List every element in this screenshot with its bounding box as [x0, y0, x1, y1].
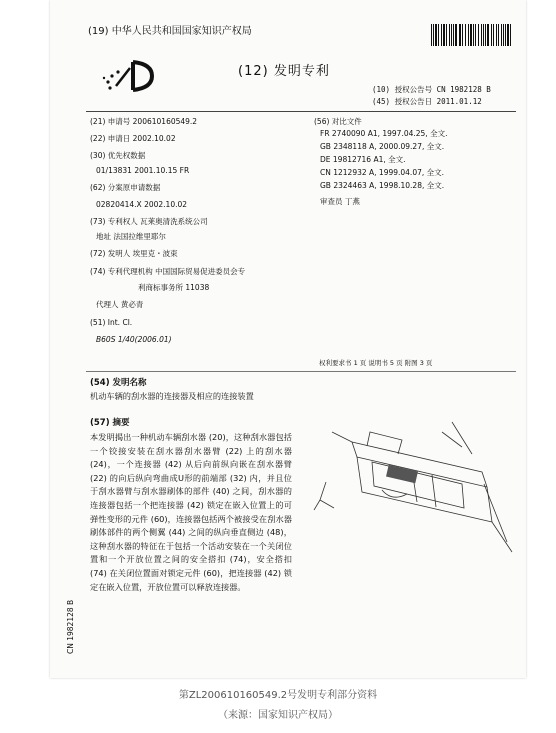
barcode-bar [438, 24, 439, 46]
barcode-bar [455, 24, 457, 46]
barcode-bar [449, 24, 450, 46]
biblio-left-line: B60S 1/40(2006.01) [96, 335, 172, 344]
biblio-left-line: 代理人 黄必青 [96, 300, 144, 309]
cited-reference-item: GB 2348118 A, 2000.09.27, 全文. [320, 142, 445, 151]
cited-references-label: (56) 对比文件 [314, 117, 362, 126]
barcode-bar [475, 24, 476, 46]
abstract-text: 本发明揭出一种机动车辆刮水器 (20)，这种刮水器包括一个铰接安装在刮水器刮水器臂 (22) 上的刮水器 (24)，一个连接器 (42) 从后向前纵向嵌在刮水器臂 (22) 的向后纵向弯曲成U形的前端部 (32) 内，并且位于刮水器臂与刮水器刷体的部件 (40) 之间，刮水器的连接器包括一个把连接器 (42) 锁定在嵌入位置上的可弹性变形的元件 (60)，连接器包括两个被接受在刮水器刷体部件的两个侧翼 (44) 之间的纵向垂直侧边 (48)，这种刮水器的特征在于包括一个活动安装在一个关闭位置和一个开放位置之间的安全搭扣 (74)，安全搭扣 (74) 在关闭位置面对锁定元件 (60)，把连接器 (42) 锁定在嵌入位置，开放位置可以释放连接器。 [90, 432, 292, 592]
biblio-left-line: (30) 优先权数据 [90, 151, 146, 160]
biblio-left-line: 利商标事务所 11038 [138, 283, 210, 292]
cited-reference-item: CN 1212932 A, 1999.04.07, 全文. [320, 168, 445, 177]
barcode-bar [453, 24, 454, 46]
header-divider [86, 111, 516, 112]
section-divider [86, 371, 516, 372]
cited-reference-item: DE 19812716 A1, 全文. [320, 155, 406, 164]
caption-title: 第ZL200610160549.2号发明专利部分资料 [178, 690, 378, 701]
invention-title: 机动车辆的刮水器的连接器及相应的连接装置 [90, 391, 254, 401]
barcode-bar [491, 24, 492, 46]
biblio-left-line: 地址 法国拉维里耶尔 [96, 232, 166, 241]
barcode-bar [465, 24, 466, 46]
barcode-bar [496, 24, 497, 46]
biblio-left-line: (21) 申请号 200610160549.2 [90, 117, 198, 126]
cnipa-logo-icon [100, 56, 160, 96]
abstract-label: (57) 摘要 [90, 418, 130, 428]
barcode-bar [459, 24, 461, 46]
barcode-graphic [430, 24, 514, 48]
barcode-bar [451, 24, 452, 46]
biblio-left-line: (51) Int. Cl. [90, 318, 133, 327]
biblio-left-line: (74) 专利代理机构 中国国际贸易促进委员会专 [90, 267, 246, 276]
barcode-bar [481, 24, 482, 46]
cited-reference-item: FR 2740090 A1, 1997.04.25, 全文. [320, 129, 448, 138]
barcode-bar [485, 24, 486, 46]
barcode-bar [441, 24, 442, 46]
biblio-left-line: (73) 专利权人 瓦莱奥清洗系统公司 [90, 217, 208, 226]
barcode-bar [501, 24, 502, 46]
patent-drawing [312, 412, 522, 562]
side-publication-number: CN 1982128 B [66, 599, 75, 654]
barcode-bar [473, 24, 474, 46]
caption-source: （来源：国家知识产权局） [218, 710, 338, 721]
barcode-bar [462, 24, 463, 46]
barcode-bar [510, 24, 511, 46]
barcode-bar [498, 24, 499, 46]
barcode-bar [507, 24, 509, 46]
grant-publication-date: (45) 授权公告日 2011.01.12 [372, 97, 482, 106]
biblio-left-line: (62) 分案原申请数据 [90, 183, 161, 192]
barcode-bar [483, 24, 484, 46]
examiner-line: 审查员 丁燕 [320, 197, 360, 206]
barcode-bar [433, 24, 434, 46]
barcode-bar [468, 24, 469, 46]
country-office-line: (19) 中华人民共和国国家知识产权局 [88, 26, 252, 37]
barcode-bar [443, 24, 445, 46]
biblio-left-line: (22) 申请日 2002.10.02 [90, 134, 176, 143]
barcode-bar [470, 24, 472, 46]
patent-document [50, 0, 526, 678]
biblio-left-line: 02820414.X 2002.10.02 [96, 200, 188, 209]
barcode-bar [478, 24, 479, 46]
wiper-connector-drawing [312, 412, 522, 562]
barcode-bar [493, 24, 494, 46]
barcode-bar [435, 24, 437, 46]
barcode [430, 24, 514, 48]
grant-publication-number: (10) 授权公告号 CN 1982128 B [372, 85, 491, 94]
biblio-left-line: (72) 发明人 埃里克・波束 [90, 249, 178, 258]
document-kind-title: (12) 发明专利 [238, 64, 330, 79]
biblio-left-line: 01/13831 2001.10.15 FR [96, 166, 190, 175]
barcode-bar [431, 24, 432, 46]
page-counts: 权利要求书 1 页 说明书 5 页 附图 3 页 [319, 359, 433, 367]
cited-reference-item: GB 2324463 A, 1998.10.28, 全文. [320, 181, 445, 190]
barcode-bar [446, 24, 447, 46]
barcode-bar [503, 24, 504, 46]
barcode-bar [487, 24, 489, 46]
title-label: (54) 发明名称 [90, 378, 147, 388]
barcode-bar [505, 24, 506, 46]
